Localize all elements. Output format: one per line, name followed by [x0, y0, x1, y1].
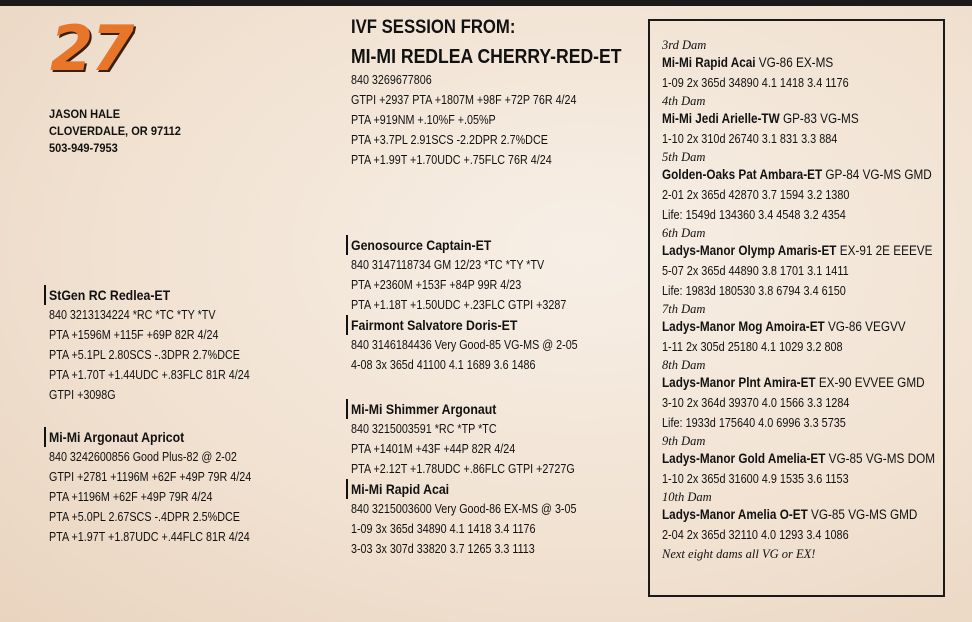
dam-line: 840 3242600856 Good Plus-82 @ 2-02 — [49, 450, 237, 464]
sire-line: PTA +1.70T +1.44UDC +.83FLC 81R 4/24 — [49, 368, 250, 382]
dam-record: 2-04 2x 365d 32110 4.0 1293 3.4 1086 — [662, 528, 849, 542]
dam-record: 1-10 2x 310d 26740 3.1 831 3.3 884 — [662, 132, 838, 146]
dam-name: Mi-Mi Argonaut Apricot — [49, 429, 185, 445]
dam-dam-line: 3-03 3x 307d 33820 3.7 1265 3.3 1113 — [351, 542, 535, 556]
dam-record: 1-11 2x 305d 25180 4.1 1029 3.2 808 — [662, 340, 843, 354]
dam-entry-name: Ladys-Manor Plnt Amira-ET EX-90 EVVEE GMD — [662, 375, 925, 390]
sire-sire-line: PTA +2360M +153F +84P 99R 4/23 — [351, 278, 522, 292]
dam-generation-label: 3rd Dam — [662, 38, 707, 52]
dam-line: GTPI +2781 +1196M +62F +49P 79R 4/24 — [49, 470, 252, 484]
ivf-line: PTA +919NM +.10%F +.05%P — [351, 113, 496, 127]
sire-line: PTA +5.1PL 2.80SCS -.3DPR 2.7%DCE — [49, 348, 240, 362]
sire-dam-line: 4-08 3x 365d 41100 4.1 1689 3.6 1486 — [351, 358, 536, 372]
sire-line: PTA +1596M +115F +69P 82R 4/24 — [49, 328, 219, 342]
top-border — [0, 0, 972, 6]
dam-line: PTA +1196M +62F +49P 79R 4/24 — [49, 490, 213, 504]
sire-name: StGen RC Redlea-ET — [49, 287, 171, 303]
dam-sire-line: 840 3215003591 *RC *TP *TC — [351, 422, 497, 436]
sire-dam-name: Fairmont Salvatore Doris-ET — [351, 317, 518, 333]
dam-line: PTA +5.0PL 2.67SCS -.4DPR 2.5%DCE — [49, 510, 240, 524]
sire-line: 840 3213134224 *RC *TC *TY *TV — [49, 308, 216, 322]
ivf-heading: IVF SESSION FROM: — [351, 17, 516, 38]
dam-record: 1-09 2x 365d 34890 4.1 1418 3.4 1176 — [662, 76, 849, 90]
sire-sire-name: Genosource Captain-ET — [351, 237, 492, 253]
dam-record: 1-10 2x 365d 31600 4.9 1535 3.6 1153 — [662, 472, 849, 486]
dam-generation-label: 8th Dam — [662, 358, 706, 372]
maternal-line-box — [648, 19, 945, 597]
ivf-donor-name: MI-MI REDLEA CHERRY-RED-ET — [351, 46, 622, 68]
sire-section — [49, 285, 282, 405]
dam-entry-name: Golden-Oaks Pat Ambara-ET GP-84 VG-MS GMD — [662, 167, 932, 182]
dam-section — [49, 427, 284, 547]
dam-record: 2-01 2x 365d 42870 3.7 1594 3.2 1380 — [662, 188, 850, 202]
dam-entry-name: Mi-Mi Jedi Arielle-TW GP-83 VG-MS — [662, 111, 859, 126]
sire-dam-line: 840 3146184436 Very Good-85 VG-MS @ 2-05 — [351, 338, 578, 352]
dam-sire-line: PTA +2.12T +1.78UDC +.86FLC GTPI +2727G — [351, 462, 575, 476]
ivf-line: PTA +1.99T +1.70UDC +.75FLC 76R 4/24 — [351, 153, 552, 167]
dam-sire-section — [351, 399, 613, 559]
ivf-line: GTPI +2937 PTA +1807M +98F +72P 76R 4/24 — [351, 93, 577, 107]
dam-dam-line: 1-09 3x 365d 34890 4.1 1418 3.4 1176 — [351, 522, 536, 536]
consignor-info — [49, 106, 192, 157]
sire-line: GTPI +3098G — [49, 388, 116, 402]
dam-generation-label: 10th Dam — [662, 490, 712, 504]
dam-entry-name: Ladys-Manor Amelia O-ET VG-85 VG-MS GMD — [662, 507, 918, 522]
dam-generation-label: 7th Dam — [662, 302, 706, 316]
consignor-city: CLOVERDALE, OR 97112 — [49, 124, 181, 138]
dam-generation-label: 4th Dam — [662, 94, 706, 108]
dam-entry-name: Ladys-Manor Mog Amoira-ET VG-86 VEGVV — [662, 319, 906, 334]
dam-record: 5-07 2x 365d 44890 3.8 1701 3.1 1411 — [662, 264, 849, 278]
dam-generation-label: 5th Dam — [662, 150, 706, 164]
consignor-name: JASON HALE — [49, 107, 121, 121]
dam-line: PTA +1.97T +1.87UDC +.44FLC 81R 4/24 — [49, 530, 250, 544]
dams-note: Next eight dams all VG or EX! — [662, 547, 816, 561]
consignor-phone: 503-949-7953 — [49, 141, 118, 155]
lot-number: 27 — [50, 12, 133, 85]
sire-sire-section — [351, 235, 615, 375]
dam-dam-line: 840 3215003600 Very Good-86 EX-MS @ 3-05 — [351, 502, 577, 516]
dam-record: 3-10 2x 364d 39370 4.0 1566 3.3 1284 — [662, 396, 850, 410]
dam-lifetime-record: Life: 1933d 175640 4.0 6996 3.3 5735 — [662, 416, 846, 430]
dam-entry-name: Mi-Mi Rapid Acai VG-86 EX-MS — [662, 55, 834, 70]
ivf-line: PTA +3.7PL 2.91SCS -2.2DPR 2.7%DCE — [351, 133, 548, 147]
dam-entry-name: Ladys-Manor Olymp Amaris-ET EX-91 2E EEEVE — [662, 243, 933, 258]
dam-sire-name: Mi-Mi Shimmer Argonaut — [351, 401, 497, 417]
dam-dam-name: Mi-Mi Rapid Acai — [351, 481, 450, 497]
ivf-section — [351, 16, 658, 170]
sire-sire-line: 840 3147118734 GM 12/23 *TC *TY *TV — [351, 258, 545, 272]
sire-sire-line: PTA +1.18T +1.50UDC +.23FLC GTPI +3287 — [351, 298, 567, 312]
dam-entry-name: Ladys-Manor Gold Amelia-ET VG-85 VG-MS DOM — [662, 451, 936, 466]
dam-sire-line: PTA +1401M +43F +44P 82R 4/24 — [351, 442, 516, 456]
ivf-line: 840 3269677806 — [351, 73, 432, 87]
dam-generation-label: 9th Dam — [662, 434, 706, 448]
dam-lifetime-record: Life: 1983d 180530 3.8 6794 3.4 6150 — [662, 284, 846, 298]
dam-lifetime-record: Life: 1549d 134360 3.4 4548 3.2 4354 — [662, 208, 846, 222]
dam-generation-label: 6th Dam — [662, 226, 706, 240]
